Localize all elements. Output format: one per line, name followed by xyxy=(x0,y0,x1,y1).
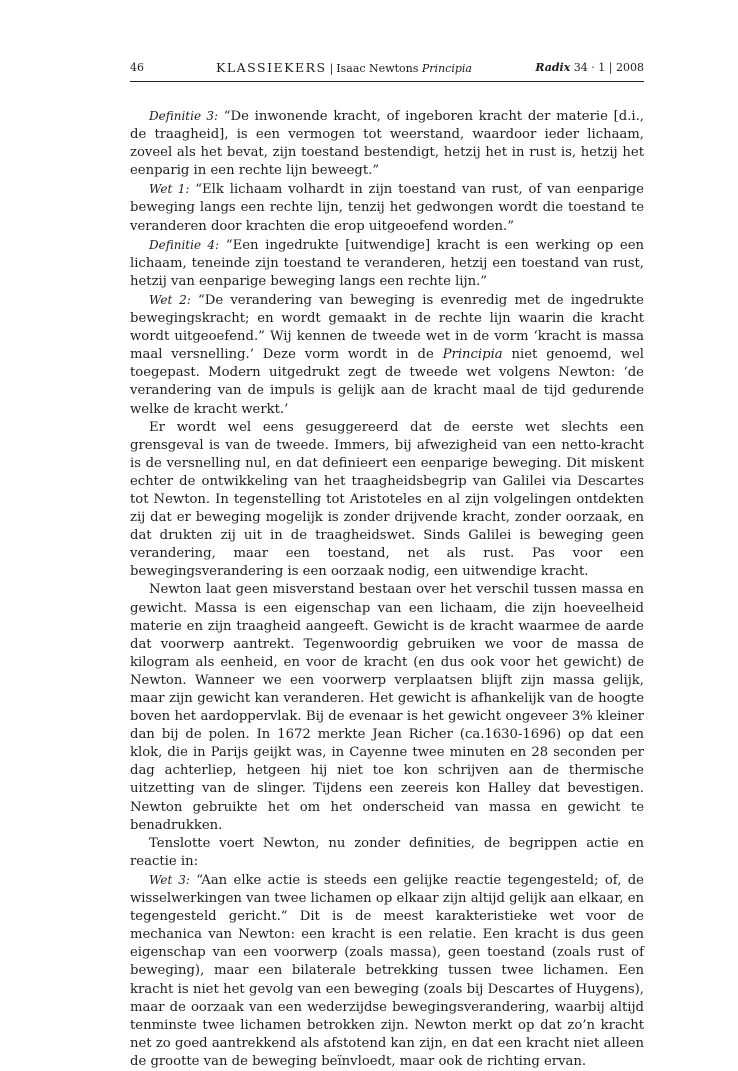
paragraph-wet-1 xyxy=(130,180,644,235)
paragraph-definitie-4 xyxy=(130,236,644,291)
citation-separator: | xyxy=(608,61,613,74)
paragraph-text: “Een ingedrukte [uitwendige] kracht is een werking op een lichaam, teneinde zijn toestand te veranderen, hetzij een toestand van rust, hetzij van eenparige beweging langs een rechte lijn.” xyxy=(130,237,644,289)
paragraph-first-law-note xyxy=(130,419,644,582)
paragraph-text: “Aan elke actie is steeds een gelijke reactie tegengesteld; of, de wisselwerkingen van twee lichamen op elkaar zijn altijd gelijk aan elkaar, en tegengesteld gericht.” Dit is de meest karakteristieke wet voor de mechanica van Newton: een kracht is een relatie. Een kracht is dus geen eigenschap van een voorwerp (zoals massa), geen toestand (zoals rust of beweging), maar een bilaterale betrekking tussen twee lichamen. Een kracht is niet het gevolg van een beweging (zoals bij Descartes of Huygens), maar de oorzaak van een wederzijdse bewegingsverandering, waarbij altijd tenminste twee lichamen betrokken zijn. Newton merkt op dat zo’n kracht net zo goed aantrekkend als afstotend kan zijn, en dat een kracht niet alleen de grootte van de beweging beïnvloedt, maar ook de richting ervan. xyxy=(130,872,644,1069)
article-heading xyxy=(216,61,472,76)
paragraph-text: “Elk lichaam volhardt in zijn toestand van rust, of van eenparige beweging langs een rechte lijn, tenzij het gedwongen wordt die toestand te veranderen door krachten die erop uitgeoefend worden.” xyxy=(130,182,644,234)
article-title-prefix: Isaac Newtons xyxy=(336,62,422,75)
running-header xyxy=(130,61,644,82)
paragraph-wet-3 xyxy=(130,871,644,1071)
page-number: 46 xyxy=(130,61,144,74)
paragraph-text: “De inwonende kracht, of ingeboren kracht der materie [d.i., de traagheid], is een vermogen tot weerstand, waardoor ieder lichaam, zoveel als het bevat, zijn toestand bestendigt, hetzij het in rust is, hetzij het eenparig in een rechte lijn beweegt.” xyxy=(130,109,644,179)
paragraph-text: Er wordt wel eens gesuggereerd dat de eerste wet slechts een grensgeval is van de tweede. Immers, bij afwezigheid van een netto-kracht is de versnelling nul, en dat definieert een eenparige beweging. Dit miskent echter de ontwikkeling van het traagheidsbegrip van Galilei via Descartes tot Newton. In tegenstelling tot Aristoteles en al zijn volgelingen ontdekten zij dat er beweging mogelijk is zonder drijvende kracht, zonder oorzaak, en dat drukten zij uit in de traagheidswet. Sinds Galilei is beweging geen verandering, maar een toestand, net als rust. Pas voor een bewegingsverandering is een oorzaak nodig, een uitwendige kracht. xyxy=(130,419,644,580)
paragraph-label: Wet 1: xyxy=(149,182,190,197)
volume-issue: 34 · 1 xyxy=(570,61,609,74)
paragraph-text: Newton laat geen misverstand bestaan over het verschil tussen massa en gewicht. Massa is een eigenschap van een lichaam, die zijn hoeveelheid materie en zijn traagheid aangeeft. Gewicht is de kracht waarmee de aarde dat voorwerp aantrekt. Tegenwoordig gebruiken we voor de massa de kilogram als eenheid, en voor de kracht (en dus ook voor het gewicht) de Newton. Wanneer we een voorwerp verplaatsen blijft zijn massa gelijk, maar zijn gewicht kan veranderen. Het gewicht is afhankelijk van de hoogte boven het aardoppervlak. Bij de evenaar is het gewicht ongeveer 3% kleiner dan bij de polen. In 1672 merkte Jean Richer (ca.1630-1696) op dat een klok, die in Parijs geijkt was, in Cayenne twee minuten en 28 seconden per dag achterliep, hetgeen hij niet toe kon schrijven aan de thermische uitzetting van de slinger. Tijdens een zeereis kon Halley dat bevestigen. Newton gebruikte het om het onderscheid van massa en gewicht te benadrukken. xyxy=(130,582,644,833)
paragraph-wet-2 xyxy=(130,291,644,419)
paragraph-text: Tenslotte voert Newton, nu zonder definities, de begrippen actie en reactie in: xyxy=(130,835,644,869)
paragraph-action-reaction-intro xyxy=(130,835,644,871)
paragraph-mass-weight xyxy=(130,581,644,834)
journal-citation xyxy=(535,61,644,75)
paragraph-label: Wet 2: xyxy=(149,292,191,307)
article-title-italic: Principia xyxy=(421,62,472,75)
paragraph-label: Definitie 3: xyxy=(149,109,219,123)
year: 2008 xyxy=(612,61,644,74)
paragraph-text: “De verandering van beweging is evenredig met de ingedrukte bewegingskracht; en wordt gemaakt in de rechte lijn waarin die kracht wordt uitgeoefend.” Wij kennen de tweede wet in de vorm ‘kracht is massa maal versnelling.’ Deze vorm wordt in de xyxy=(130,292,644,363)
paragraph-label: Wet 3: xyxy=(149,872,190,887)
article-body xyxy=(130,107,644,1071)
header-separator: | xyxy=(329,62,334,75)
section-name: KLASSIEKERS xyxy=(216,60,327,75)
paragraph-definitie-3 xyxy=(130,107,644,180)
paragraph-italic-term: Principia xyxy=(442,347,503,363)
paragraph-label: Definitie 4: xyxy=(149,237,220,252)
journal-name: Radix xyxy=(535,61,571,74)
paragraph-text-continued: niet genoemd, wel toegepast. Modern uitgedrukt zegt de tweede wet volgens Newton: ‘de verandering van de impuls is gelijk aan de kracht maal de tijd gedurende welke de kracht werkt.’ xyxy=(130,347,644,417)
